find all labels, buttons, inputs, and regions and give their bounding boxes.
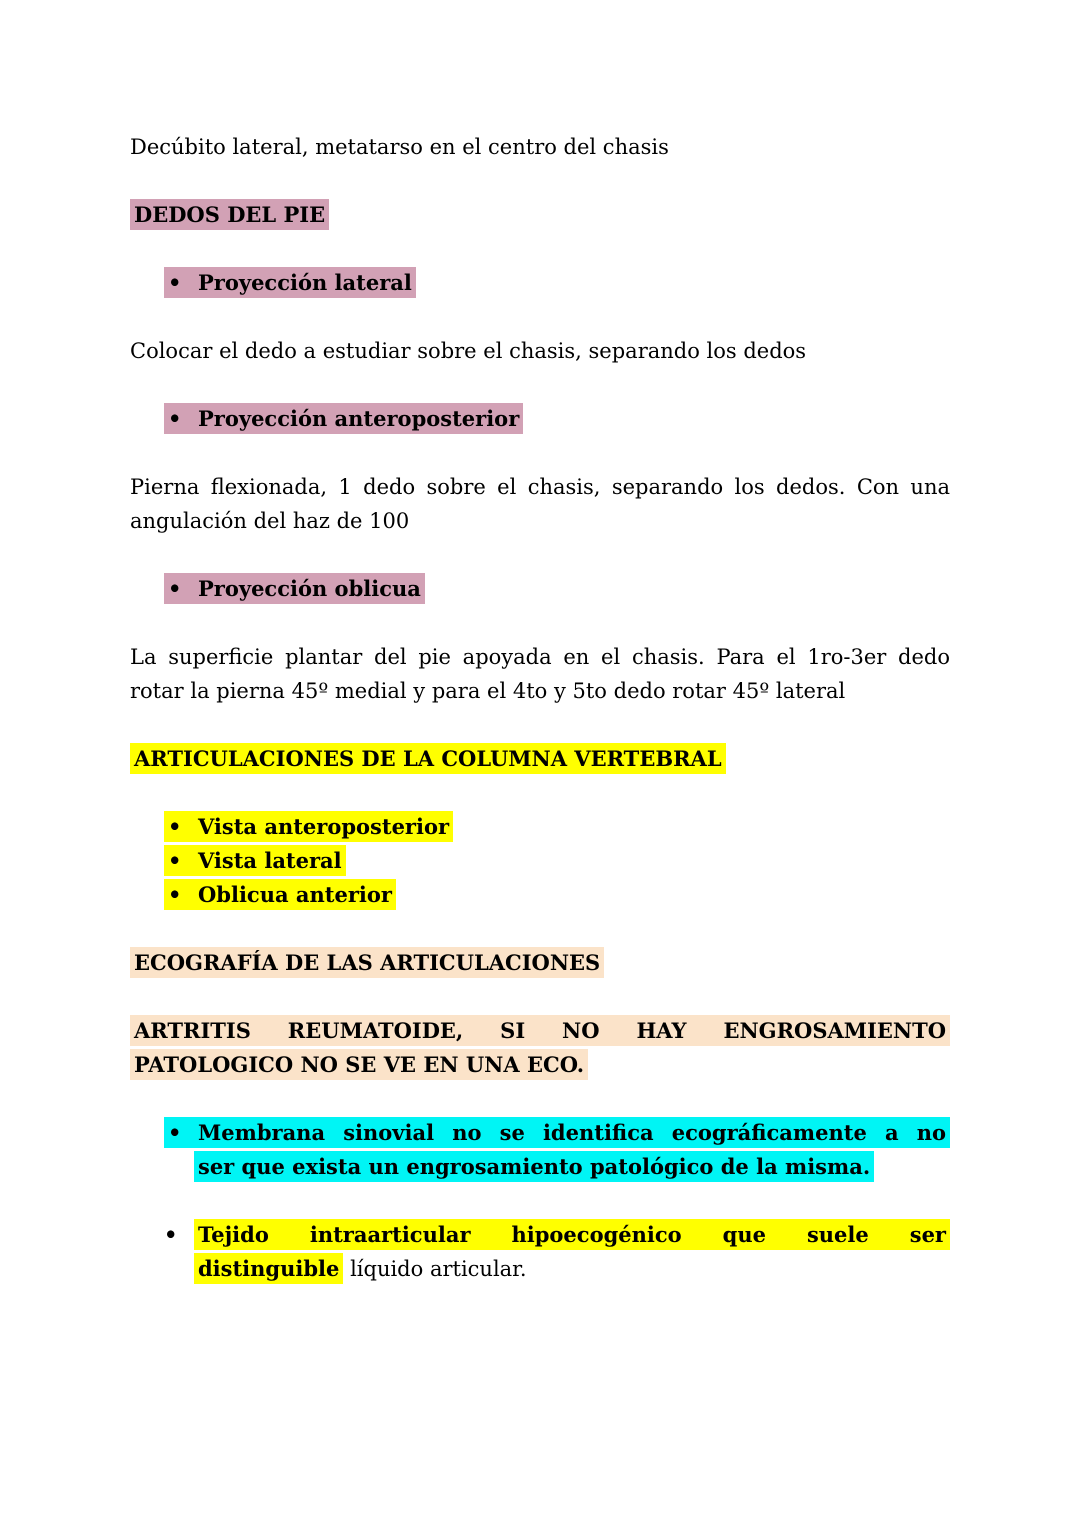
bullet-label: Oblicua anterior [198, 882, 392, 907]
highlighted-heading: DEDOS DEL PIE [130, 199, 329, 230]
bullet-item-tejido-intraarticular [130, 1218, 950, 1286]
paragraph-line [130, 1014, 950, 1048]
paragraph-line: La superficie plantar del pie apoyada en el chasis. Para el 1ro-3er dedo [130, 645, 950, 669]
highlighted-bullet [164, 267, 416, 298]
paragraph-text: Colocar el dedo a estudiar sobre el chasis, separando los dedos [130, 339, 807, 363]
highlighted-bullet [164, 403, 523, 434]
paragraph-decubito [130, 130, 950, 164]
paragraph-colocar [130, 334, 950, 368]
bullet-icon: • [168, 848, 182, 873]
bullet-label: Vista lateral [198, 848, 342, 873]
section-heading-ecografia [130, 946, 950, 980]
section-heading-dedos-del-pie [130, 198, 950, 232]
bullet-item-oblicua-anterior [130, 878, 950, 912]
highlighted-bullet [164, 811, 453, 842]
paragraph-line: rotar la pierna 45º medial y para el 4to y 5to dedo rotar 45º lateral [130, 679, 846, 703]
bullet-item-vista-anteroposterior [130, 810, 950, 844]
bullet-item-membrana-sinovial [130, 1116, 950, 1184]
paragraph-line [130, 1048, 950, 1082]
paragraph-line: angulación del haz de 100 [130, 509, 410, 533]
highlighted-text: distinguible [194, 1253, 343, 1284]
bullet-icon: • [168, 814, 182, 839]
highlighted-text: PATOLOGICO NO SE VE EN UNA ECO. [130, 1049, 588, 1080]
highlighted-bullet [164, 879, 396, 910]
bullet-icon: • [168, 576, 182, 601]
bullet-line [130, 1252, 950, 1286]
bullet-line [130, 1116, 950, 1150]
highlighted-heading: ARTICULACIONES DE LA COLUMNA VERTEBRAL [130, 743, 726, 774]
bullet-icon: • [168, 270, 182, 295]
bullet-label: Proyección lateral [198, 270, 412, 295]
bullet-item-proyeccion-oblicua [130, 572, 950, 606]
bullet-label: Membrana sinovial no se identifica ecográficamente a no [198, 1120, 946, 1145]
paragraph-line: Pierna flexionada, 1 dedo sobre el chasis, separando los dedos. Con una [130, 475, 950, 499]
paragraph-pierna [130, 470, 950, 538]
highlighted-bullet [164, 573, 425, 604]
paragraph-text: líquido articular. [343, 1257, 527, 1281]
bullet-icon: • [168, 406, 182, 431]
paragraph-text: Decúbito lateral, metatarso en el centro del chasis [130, 135, 669, 159]
highlighted-bullet [164, 845, 346, 876]
paragraph-artritis [130, 1014, 950, 1082]
bullet-item-proyeccion-anteroposterior [130, 402, 950, 436]
bullet-icon: • [168, 1120, 182, 1145]
section-heading-articulaciones-columna [130, 742, 950, 776]
bullet-item-vista-lateral [130, 844, 950, 878]
bullet-line [130, 1150, 950, 1184]
highlighted-bullet [164, 1117, 950, 1148]
paragraph-superficie [130, 640, 950, 708]
highlighted-text: ser que exista un engrosamiento patológico de la misma. [194, 1151, 874, 1182]
highlighted-text: ARTRITIS REUMATOIDE, SI NO HAY ENGROSAMIENTO [130, 1015, 950, 1046]
bullet-label: Vista anteroposterior [198, 814, 450, 839]
highlighted-heading: ECOGRAFÍA DE LAS ARTICULACIONES [130, 947, 604, 978]
bullet-icon: • [168, 882, 182, 907]
bullet-line [130, 1218, 950, 1252]
bullet-label: Proyección oblicua [198, 576, 421, 601]
highlighted-text: Tejido intraarticular hipoecogénico que suele ser [194, 1219, 950, 1250]
bullet-item-proyeccion-lateral [130, 266, 950, 300]
bullet-label: Proyección anteroposterior [198, 406, 520, 431]
bullet-list-vistas [130, 810, 950, 912]
bullet-icon: • [164, 1222, 178, 1247]
